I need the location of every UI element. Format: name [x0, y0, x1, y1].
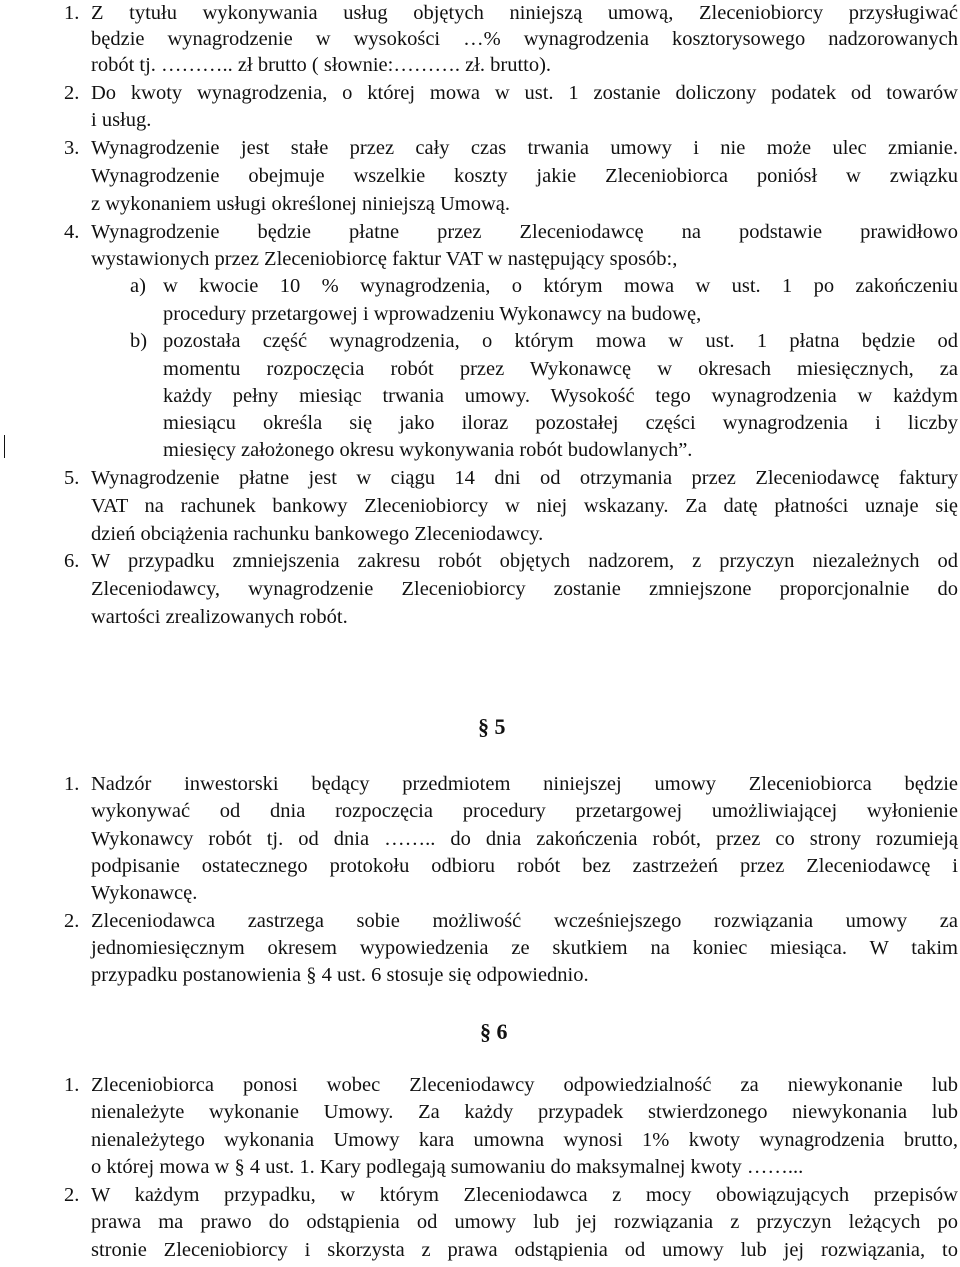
paragraph-line: nienależyte wykonanie Umowy. Za każdy przypadek stwierdzonego niewykonania lub: [91, 1101, 958, 1123]
item-number: 5.: [64, 467, 80, 489]
item-number: 2.: [64, 1184, 80, 1206]
item-number: 2.: [64, 82, 80, 104]
paragraph-line: z wykonaniem usługi określonej niniejszą Umową.: [91, 193, 511, 215]
paragraph-line: W przypadku zmniejszenia zakresu robót objętych nadzorem, z przyczyn niezależnych od: [91, 550, 958, 572]
paragraph-line: procedury przetargowej i wprowadzeniu Wykonawcy na budowę,: [163, 303, 702, 325]
paragraph-line: jednomiesięcznym okresem wypowiedzenia ze skutkiem na koniec miesiąca. W takim: [91, 937, 958, 959]
margin-change-bar: [4, 435, 5, 458]
paragraph-line: każdy pełny miesiąc trwania umowy. Wysokość tego wynagrodzenia w każdym: [163, 385, 958, 407]
paragraph-line: wykonywać od dnia rozpoczęcia procedury przetargowej umożliwiającej wyłonienie: [91, 800, 958, 822]
paragraph-line: robót tj. ……….. zł brutto ( słownie:………. zł. brutto).: [91, 54, 552, 76]
item-number: 3.: [64, 137, 80, 159]
paragraph-line: Zleceniodawca zastrzega sobie możliwość wcześniejszego rozwiązania umowy za: [91, 910, 958, 932]
paragraph-line: Zleceniodawcy, wynagrodzenie Zleceniobiorcy zostanie zmniejszone proporcjonalnie do: [91, 578, 958, 600]
subitem-label: a): [130, 275, 146, 297]
paragraph-line: Wynagrodzenie jest stałe przez cały czas trwania umowy i nie może ulec zmianie.: [91, 137, 958, 159]
paragraph-line: Nadzór inwestorski będący przedmiotem niniejszej umowy Zleceniobiorca będzie: [91, 773, 958, 795]
paragraph-line: stronie Zleceniobiorcy i skorzysta z prawa odstąpienia od umowy lub jej rozwiązania, to: [91, 1239, 958, 1261]
item-number: 1.: [64, 2, 80, 24]
paragraph-line: będzie wynagrodzenie w wysokości …% wynagrodzenia kosztorysowego nadzorowanych: [91, 28, 958, 50]
paragraph-line: momentu rozpoczęcia robót przez Wykonawcę w okresach miesięcznych, za: [163, 358, 958, 380]
paragraph-line: dzień obciążenia rachunku bankowego Zleceniodawcy.: [91, 523, 544, 545]
item-number: 1.: [64, 773, 80, 795]
paragraph-line: wartości zrealizowanych robót.: [91, 606, 348, 628]
paragraph-line: Wynagrodzenie obejmuje wszelkie koszty jakie Zleceniobiorca poniósł w związku: [91, 165, 958, 187]
paragraph-line: wystawionych przez Zleceniobiorcę faktur VAT w następujący sposób:,: [91, 248, 678, 270]
subitem-label: b): [130, 330, 148, 352]
paragraph-line: w kwocie 10 % wynagrodzenia, o którym mowa w ust. 1 po zakończeniu: [163, 275, 958, 297]
paragraph-line: przypadku postanowienia § 4 ust. 6 stosuje się odpowiednio.: [91, 964, 589, 986]
item-number: 6.: [64, 550, 80, 572]
item-number: 1.: [64, 1074, 80, 1096]
paragraph-line: miesięcy założonego okresu wykonywania robót budowlanych”.: [163, 439, 693, 461]
paragraph-line: podpisanie ostatecznego protokołu odbioru robót bez zastrzeżeń przez Zleceniodawcę i: [91, 855, 958, 877]
paragraph-line: Wykonawcę.: [91, 882, 198, 904]
paragraph-line: W każdym przypadku, w którym Zleceniodawca z mocy obowiązujących przepisów: [91, 1184, 958, 1206]
paragraph-line: miesiącu określa się jako iloraz pozostałej części wynagrodzenia i liczby: [163, 412, 958, 434]
paragraph-line: Wynagrodzenie będzie płatne przez Zleceniodawcę na podstawie prawidłowo: [91, 221, 958, 243]
item-number: 2.: [64, 910, 80, 932]
paragraph-line: Z tytułu wykonywania usług objętych niniejszą umową, Zleceniobiorcy przysługiwać: [91, 2, 958, 24]
paragraph-line: VAT na rachunek bankowy Zleceniobiorcy w niej wskazany. Za datę płatności uznaje się: [91, 495, 958, 517]
item-number: 4.: [64, 221, 80, 243]
paragraph-line: Do kwoty wynagrodzenia, o której mowa w ust. 1 zostanie doliczony podatek od towarów: [91, 82, 958, 104]
section-heading: § 5: [478, 714, 506, 739]
paragraph-line: nienależytego wykonania Umowy kara umowna wynosi 1% kwoty wynagrodzenia brutto,: [91, 1129, 958, 1151]
paragraph-line: o której mowa w § 4 ust. 1. Kary podlegają sumowaniu do maksymalnej kwoty ……...: [91, 1156, 804, 1178]
section-heading: § 6: [480, 1019, 508, 1044]
paragraph-line: prawa ma prawo do odstąpienia od umowy lub jej rozwiązania z przyczyn leżących po: [91, 1211, 958, 1233]
paragraph-line: Zleceniobiorca ponosi wobec Zleceniodawcy odpowiedzialność za niewykonanie lub: [91, 1074, 958, 1096]
paragraph-line: Wynagrodzenie płatne jest w ciągu 14 dni od otrzymania przez Zleceniodawcę faktury: [91, 467, 958, 489]
paragraph-line: Wykonawcy robót tj. od dnia …….. do dnia zakończenia robót, przez co strony rozumieją: [91, 828, 958, 850]
paragraph-line: pozostała część wynagrodzenia, o którym mowa w ust. 1 płatna będzie od: [163, 330, 958, 352]
paragraph-line: i usług.: [91, 109, 152, 131]
